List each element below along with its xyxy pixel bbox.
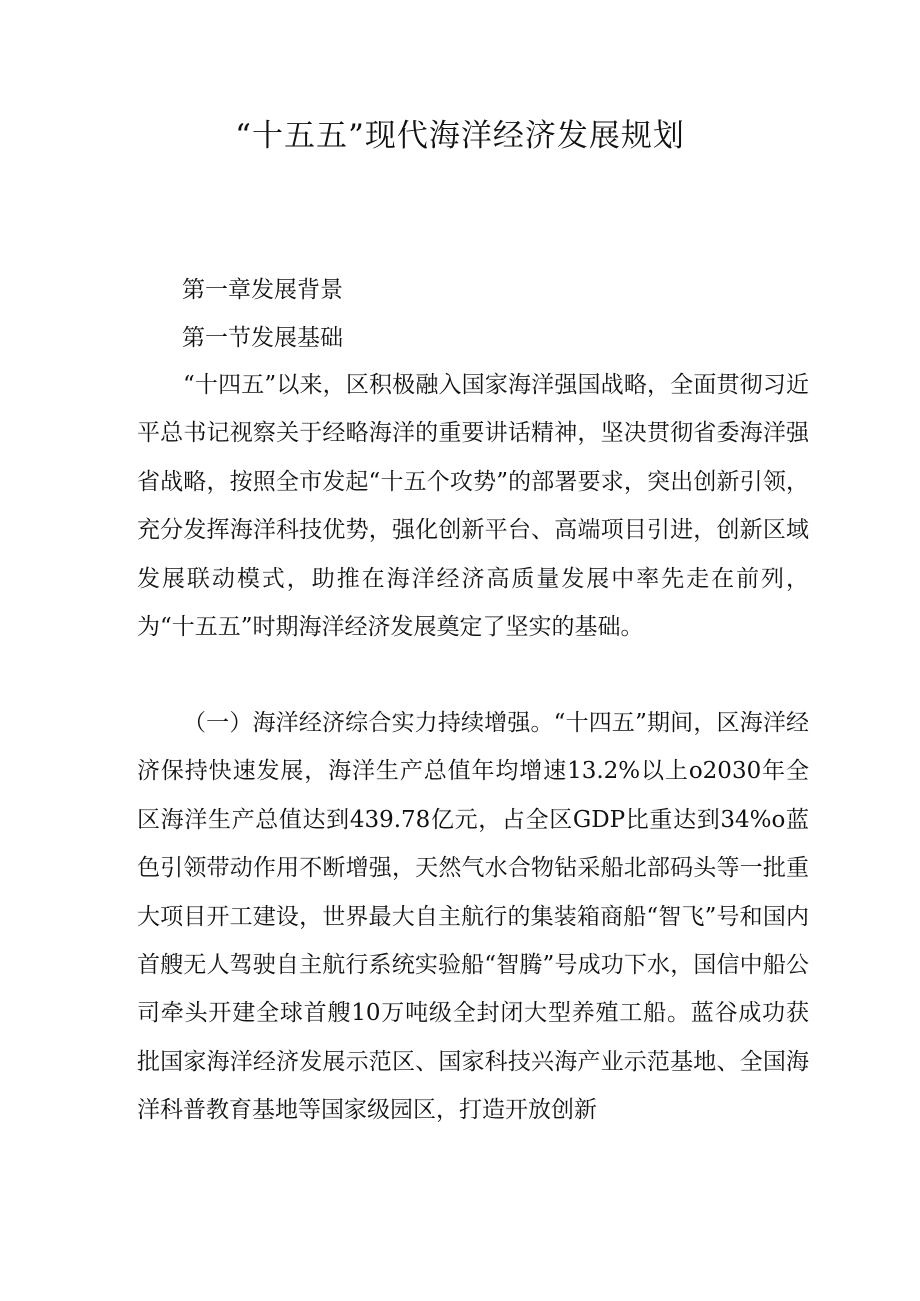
body-paragraph: “十四五”以来，区积极融入国家海洋强国战略，全面贯彻习近平总书记视察关于经略海洋的重要讲话精神，坚决贯彻省委海洋强省战略，按照全市发起“十五个攻势”的部署要求，突出创新引领，充分发挥海洋科技优势，强化创新平台、高端项目引进，创新区域发展联动模式，助推在海洋经济高质量发展中率先走在前列，为“十五五”时期海洋经济发展奠定了坚实的基础。 [137, 372, 809, 641]
document-title: “十五五”现代海洋经济发展规划 [235, 118, 685, 154]
section-heading: 第一节发展基础 [182, 325, 343, 351]
chapter-heading: 第一章发展背景 [182, 277, 343, 303]
body-paragraph: （一）海洋经济综合实力持续增强。“十四五”期间，区海洋经济保持快速发展，海洋生产总值年均增速13.2%以上o2030年全区海洋生产总值达到439.78亿元，占全区GDP比重达到34%o蓝色引领带动作用不断增强，天然气水合物钻采船北部码头等一批重大项目开工建设，世界最大自主航行的集装箱商船“智飞”号和国内首艘无人驾驶自主航行系统实验船“智腾”号成功下水，国信中船公司牵头开建全球首艘10万吨级全封闭大型养殖工船。蓝谷成功获批国家海洋经济发展示范区、国家科技兴海产业示范基地、全国海洋科普教育基地等国家级园区，打造开放创新 [137, 710, 809, 1124]
